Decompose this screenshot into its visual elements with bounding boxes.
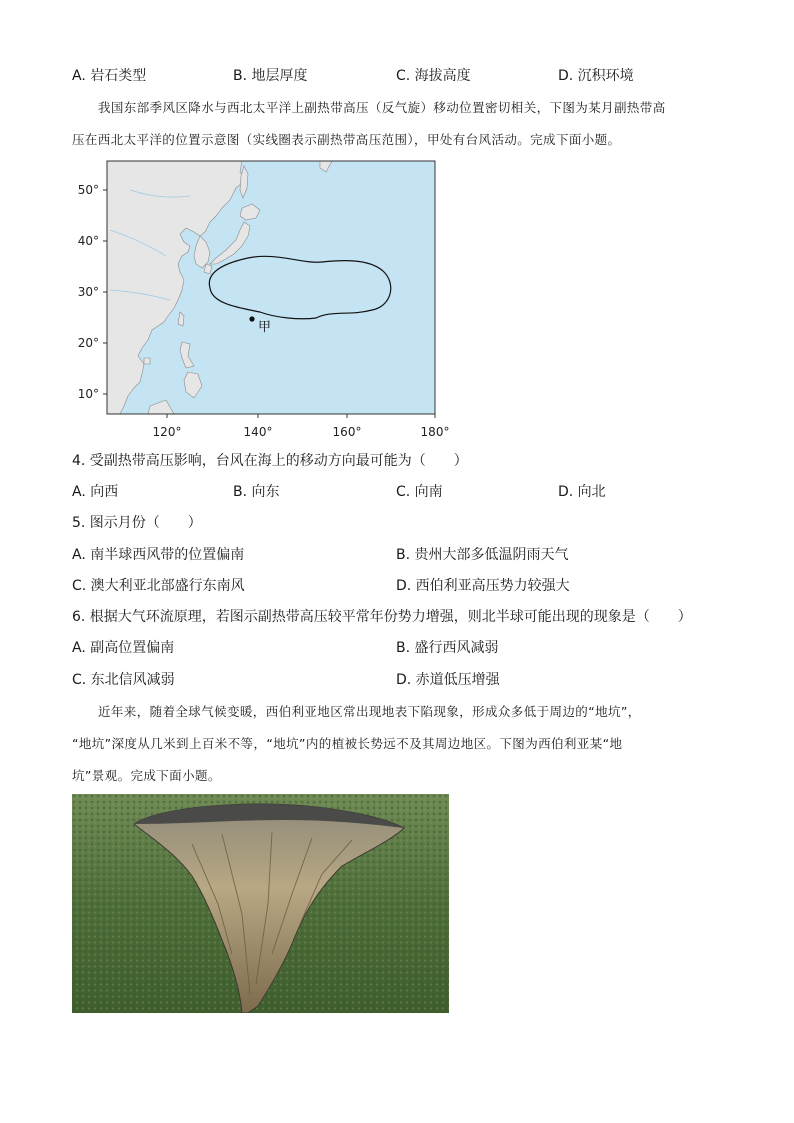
hainan bbox=[144, 358, 150, 364]
lon-label-160: 160° bbox=[332, 425, 362, 439]
lat-label-40: 40° bbox=[77, 234, 99, 248]
q4-option-c[interactable]: C. 向南 bbox=[396, 484, 443, 500]
question-6-stem: 6. 根据大气环流原理，若图示副热带高压较平常年份势力增强，则北半球可能出现的现象是（ ） bbox=[72, 609, 692, 625]
question-4-stem: 4. 受副热带高压影响，台风在海上的移动方向最可能为（ ） bbox=[72, 453, 468, 469]
option-a[interactable]: A. 岩石类型 bbox=[72, 68, 147, 84]
option-c[interactable]: C. 海拔高度 bbox=[396, 68, 471, 84]
intro-paragraph-1 bbox=[72, 92, 722, 156]
intro-line: 近年来，随着全球气候变暖，西伯利亚地区常出现地表下陷现象，形成众多低于周边的“地坑”， bbox=[98, 704, 641, 719]
lat-label-10: 10° bbox=[77, 387, 99, 401]
q4-option-b[interactable]: B. 向东 bbox=[233, 484, 280, 500]
q6-option-d[interactable]: D. 赤道低压增强 bbox=[396, 672, 500, 688]
map-svg bbox=[70, 160, 460, 445]
q4-option-d[interactable]: D. 向北 bbox=[558, 484, 606, 500]
question-5-stem: 5. 图示月份（ ） bbox=[72, 515, 202, 531]
option-b[interactable]: B. 地层厚度 bbox=[233, 68, 308, 84]
lon-label-140: 140° bbox=[243, 425, 273, 439]
q4-option-a[interactable]: A. 向西 bbox=[72, 484, 119, 500]
q5-option-b[interactable]: B. 贵州大部多低温阴雨天气 bbox=[396, 547, 569, 563]
q6-option-b[interactable]: B. 盛行西风减弱 bbox=[396, 640, 499, 656]
intro-line: 我国东部季风区降水与西北太平洋上副热带高压（反气旋）移动位置密切相关，下图为某月副热带高 bbox=[98, 100, 666, 115]
q5-option-a[interactable]: A. 南半球西风带的位置偏南 bbox=[72, 547, 245, 563]
q6-option-c[interactable]: C. 东北信风减弱 bbox=[72, 672, 175, 688]
intro-line: 压在西北太平洋的位置示意图（实线圈表示副热带高压范围），甲处有台风活动。完成下面小题。 bbox=[72, 132, 621, 147]
intro-line: “地坑”深度从几米到上百米不等，“地坑”内的植被长势远不及其周边地区。下图为西伯利亚某“地 bbox=[72, 736, 623, 751]
lat-label-50: 50° bbox=[77, 183, 99, 197]
lon-label-180: 180° bbox=[420, 425, 450, 439]
q5-option-d[interactable]: D. 西伯利亚高压势力较强大 bbox=[396, 578, 570, 594]
point-label-jia: 甲 bbox=[258, 320, 272, 335]
q5-option-c[interactable]: C. 澳大利亚北部盛行东南风 bbox=[72, 578, 245, 594]
option-d[interactable]: D. 沉积环境 bbox=[558, 68, 634, 84]
intro-paragraph-2 bbox=[72, 696, 722, 792]
lat-label-20: 20° bbox=[77, 336, 99, 350]
q6-option-a[interactable]: A. 副高位置偏南 bbox=[72, 640, 175, 656]
subtropical-high-map bbox=[70, 160, 460, 445]
lat-label-30: 30° bbox=[77, 285, 99, 299]
intro-line: 坑”景观。完成下面小题。 bbox=[72, 768, 221, 783]
photo-svg bbox=[72, 794, 449, 1013]
typhoon-point bbox=[249, 316, 254, 321]
siberia-crater-photo bbox=[72, 794, 449, 1013]
lon-label-120: 120° bbox=[152, 425, 182, 439]
